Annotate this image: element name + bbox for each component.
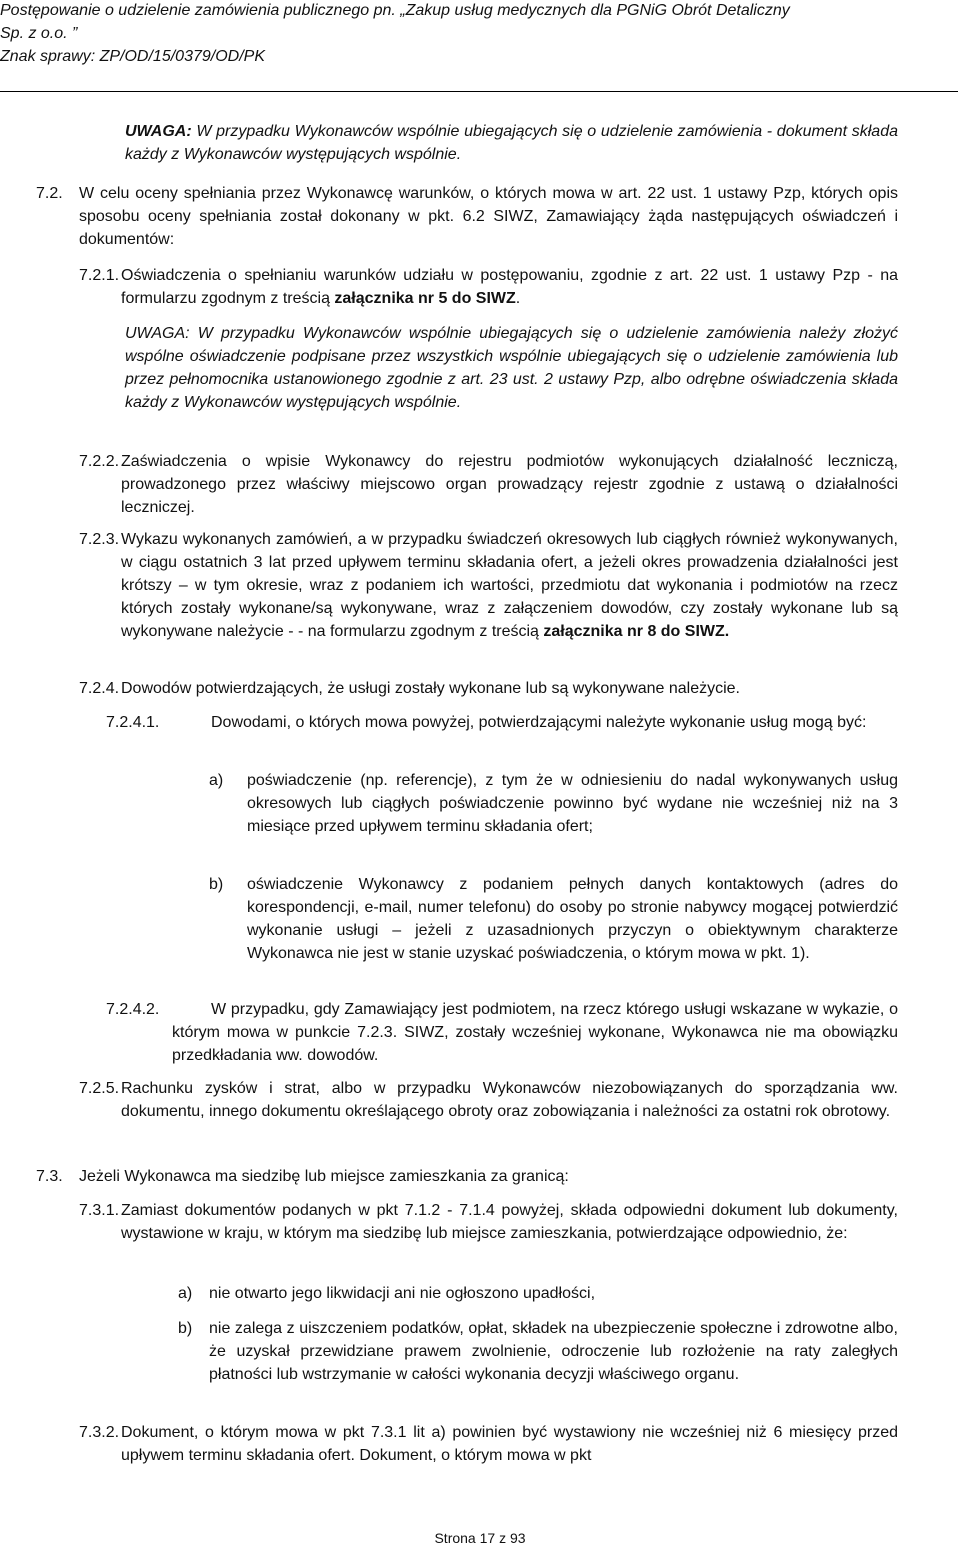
section-7-2-3-body: Wykazu wykonanych zamówień, a w przypadku świadczeń okresowych lub ciągłych również wykonywanych, w ciągu ostatnich 3 lat przed upływem terminu składania ofert, a jeżeli okres prowadzenia działalności jest krótszy – w tym okresie, wraz z podaniem ich wartości, przedmiotu dat wykonania i podmiotów na rzecz których zostały wykonane/są wykonywane, wraz z załączeniem dowodów, czy zostały wykonane lub są wykonywane należycie - - na formularzu zgodnym z treścią [121, 531, 898, 640]
uwaga-note-2 [125, 322, 898, 414]
section-number: 7.2. [36, 185, 63, 202]
header-line-3: Znak sprawy: ZP/OD/15/0379/OD/PK [0, 48, 265, 65]
section-7-2-3-text [121, 528, 898, 643]
section-7-3-text: Jeżeli Wykonawca ma siedzibę lub miejsce zamieszkania za granicą: [79, 1168, 569, 1185]
list-label: a) [209, 772, 224, 789]
section-7-3-1-text: Zamiast dokumentów podanych w pkt 7.1.2 - 7.1.4 powyżej, składa odpowiedni dokument lub dokumenty, wystawione w kraju, w którym ma siedzibę lub miejsce zamieszkania, potwierdzające odpowiednio, że: [121, 1202, 898, 1242]
uwaga-label: UWAGA: [125, 123, 192, 140]
section-7-2-2-text: Zaświadczenia o wpisie Wykonawcy do rejestru podmiotów wykonujących działalność leczniczą, prowadzonego przez właściwy miejscowo organ prowadzący rejestr zgodnie z ustawą o działalności leczniczej. [121, 453, 898, 516]
section-7-2-5-text: Rachunku zysków i strat, albo w przypadku Wykonawców niezobowiązanych do sporządzania ww. dokumentu, innego dokumentu określającego obroty oraz zobowiązania i należności za ostatni rok obrotowy. [121, 1080, 898, 1120]
section-number: 7.3.2. [79, 1424, 120, 1441]
list-item-text: nie zalega z uiszczeniem podatków, opłat, składek na ubezpieczenie społeczne i zdrowotne albo, że uzyskał przewidziane prawem zwolnienie, odroczenie lub rozłożenie na raty zaległych płatności lub wstrzymanie w całości wykonania decyzji właściwego organu. [209, 1320, 898, 1383]
section-7-2-3-bold: załącznika nr 8 do SIWZ. [543, 623, 730, 640]
section-number: 7.3. [36, 1168, 63, 1185]
section-number: 7.2.4.1. [106, 714, 160, 731]
document-header [0, 0, 958, 68]
list-item-text: nie otwarto jego likwidacji ani nie ogłoszono upadłości, [209, 1285, 596, 1302]
header-line-2: Sp. z o.o. ” [0, 25, 78, 42]
section-7-3-2-text: Dokument, o którym mowa w pkt 7.3.1 lit a) powinien być wystawiony nie wcześniej niż 6 miesięcy przed upływem terminu składania ofert. Dokument, o którym mowa w pkt [121, 1424, 898, 1464]
section-7-2-1-bold: załącznika nr 5 do SIWZ [334, 290, 516, 307]
section-7-2-4-2-text: W przypadku, gdy Zamawiający jest podmiotem, na rzecz którego usługi wskazane w wykazie, o którym mowa w punkcie 7.2.3. SIWZ, zostały wcześniej wykonane, Wykonawca nie ma obowiązku przedkładania ww. dowodów. [172, 1001, 898, 1064]
list-label: b) [209, 876, 224, 893]
section-number: 7.2.5. [79, 1080, 120, 1097]
uwaga-text: W przypadku Wykonawców wspólnie ubiegających się o udzielenie zamówienia należy złożyć wspólne oświadczenie podpisane przez wszystkich wspólnie ubiegających się o udzielenie zamówienia lub przez pełnomocnika ustanowionego zgodnie z art. 23 ust. 2 ustawy Pzp, albo odrębne oświadczenia składa każdy z Wykonawców występujących wspólnie. [125, 325, 898, 411]
list-label: a) [178, 1285, 193, 1302]
list-item-text: oświadczenie Wykonawcy z podaniem pełnych danych kontaktowych (adres do korespondencji, e-mail, numer telefonu) do osoby po stronie nabywcy mogącej potwierdzić wykonanie usługi – jeżeli z uzasadnionych przyczyn o obiektywnym charakterze Wykonawca nie jest w stanie uzyskać poświadczenia, o którym mowa w pkt. 1). [247, 876, 898, 962]
list-item-text: poświadczenie (np. referencje), z tym że w odniesieniu do nadal wykonywanych usług okresowych lub ciągłych poświadczenie powinno być wydane nie wcześniej niż na 3 miesiące przed upływem terminu składania ofert; [247, 772, 898, 835]
section-number: 7.2.1. [79, 267, 120, 284]
header-line-1: Postępowanie o udzielenie zamówienia publicznego pn. „Zakup usług medycznych dla PGNiG Obrót Detaliczny [0, 2, 790, 19]
section-7-2-4-1-text: Dowodami, o których mowa powyżej, potwierdzającymi należyte wykonanie usług mogą być: [211, 714, 867, 731]
section-7-2-4-text: Dowodów potwierdzających, że usługi zostały wykonane lub są wykonywane należycie. [121, 680, 740, 697]
section-number: 7.2.4. [79, 680, 120, 697]
list-label: b) [178, 1320, 193, 1337]
uwaga-text: W przypadku Wykonawców wspólnie ubiegających się o udzielenie zamówienia - dokument składa każdy z Wykonawców występujących wspólnie. [125, 123, 898, 163]
section-number: 7.3.1. [79, 1202, 120, 1219]
section-7-2-1-text [121, 264, 898, 310]
uwaga-label: UWAGA: [125, 325, 190, 342]
header-divider [0, 91, 958, 92]
section-number: 7.2.2. [79, 453, 120, 470]
section-7-2-1-body: Oświadczenia o spełnianiu warunków udziału w postępowaniu, zgodnie z art. 22 ust. 1 ustawy Pzp - na formularzu zgodnym z treścią [121, 267, 898, 307]
uwaga-note-1 [125, 120, 898, 166]
section-7-2-1-end: . [515, 290, 521, 307]
page-number: Strona 17 z 93 [434, 1530, 526, 1546]
section-number: 7.2.3. [79, 531, 120, 548]
section-7-2-text: W celu oceny spełniania przez Wykonawcę warunków, o których mowa w art. 22 ust. 1 ustawy Pzp, których opis sposobu oceny spełniania został dokonany w pkt. 6.2 SIWZ, Zamawiający żąda następujących oświadczeń i dokumentów: [79, 185, 898, 248]
section-number: 7.2.4.2. [106, 1001, 160, 1018]
